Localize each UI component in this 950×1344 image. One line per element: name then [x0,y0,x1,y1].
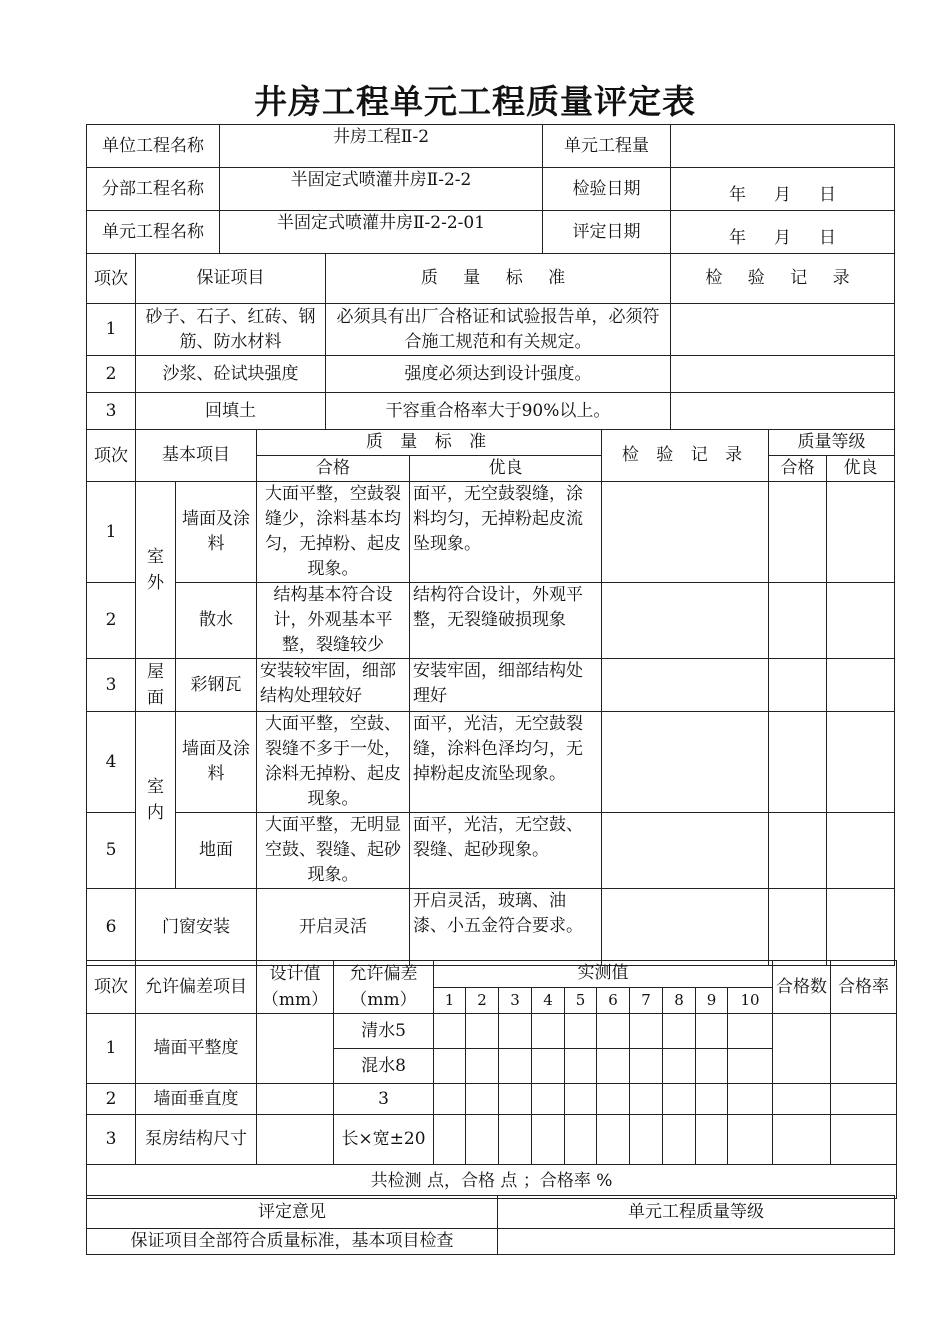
guarantee-standard: 强度必须达到设计强度。 [326,356,671,393]
basic-table [86,429,895,966]
table-row [87,659,895,712]
page-title: 井房工程单元工程质量评定表 [254,82,696,121]
tolerance-item: 墙面平整度 [136,1014,257,1084]
date-day: 日 [819,185,836,205]
measure-cell [532,1014,565,1049]
measure-cell [532,1049,565,1084]
col-pass-rate-header: 合格率 [831,961,897,1014]
element-quantity-value [671,125,895,168]
table-row [87,304,895,356]
measure-index: 5 [565,987,597,1014]
group-roof: 屋面 [136,659,176,712]
measure-cell [728,1014,773,1049]
measure-cell [499,1084,532,1115]
measure-cell [663,1014,696,1049]
table-row [87,1084,897,1115]
guarantee-table [86,253,895,430]
design-value-cell [257,1115,334,1165]
row-number: 3 [87,393,136,430]
col-grade-header: 质量等级 [769,430,895,456]
measure-cell [532,1115,565,1165]
guarantee-standard: 干容重合格率大于90%以上。 [326,393,671,430]
guarantee-standard: 必须具有出厂合格证和试验报告单，必须符合施工规范和有关规定。 [326,304,671,356]
col-grade-excellent-header: 优良 [827,456,895,482]
col-allowed-header: 允许偏差（mm） [334,961,434,1014]
measure-index: 9 [696,987,728,1014]
excellent-standard: 面平，光洁，无空鼓裂缝，涂料色泽均匀，无掉粉起皮流坠现象。 [410,712,602,813]
col-basic-item-header: 基本项目 [136,430,257,482]
col-excellent-header: 优良 [410,456,602,482]
grade-cell [769,659,827,712]
design-value-cell [257,1084,334,1115]
guarantee-record [671,393,895,430]
grade-cell [769,813,827,889]
measure-index: 10 [728,987,773,1014]
grade-cell [827,659,895,712]
grade-cell [769,712,827,813]
opinion-label: 评定意见 [87,1196,498,1229]
col-measured-header: 实测值 [434,961,773,988]
tolerance-item: 泵房结构尺寸 [136,1115,257,1165]
measure-cell [728,1115,773,1165]
date-day: 日 [819,228,836,248]
pass-rate-cell [831,1084,897,1115]
grade-value-cell [498,1229,895,1255]
row-number: 1 [87,482,136,583]
measure-cell [696,1049,728,1084]
allowed-value: 混水8 [334,1049,434,1084]
grade-cell [769,889,827,966]
pass-standard: 大面平整，无明显空鼓、裂缝、起砂现象。 [257,813,410,889]
summary-line: 共检测 点，合格 点 ；合格率 % [87,1165,897,1199]
measure-cell [728,1049,773,1084]
col-standard-header: 质 量 标 准 [257,430,602,456]
guarantee-record [671,356,895,393]
measure-cell [434,1049,466,1084]
col-record-header: 检 验 记 录 [671,254,895,304]
measure-index: 7 [630,987,663,1014]
evaluation-date-field [671,211,895,254]
measure-cell [630,1084,663,1115]
pass-standard: 大面平整，空鼓裂缝少，涂料基本均匀，无掉粉、起皮现象。 [257,482,410,583]
date-month: 月 [774,185,791,205]
tolerance-table [86,960,897,1199]
basic-item: 地面 [176,813,257,889]
row-number: 4 [87,712,136,813]
basic-item: 散水 [176,583,257,659]
pass-count-cell [773,1014,831,1084]
grade-label: 单元工程质量等级 [498,1196,895,1229]
pass-standard: 开启灵活 [257,889,410,966]
basic-item: 门窗安装 [136,889,257,966]
evaluation-date-label: 评定日期 [543,211,671,254]
header-table [86,124,895,254]
measure-cell [663,1115,696,1165]
col-pass-count-header: 合格数 [773,961,831,1014]
measure-index: 3 [499,987,532,1014]
pass-rate-cell [831,1115,897,1165]
excellent-standard: 面平，无空鼓裂缝，涂料均匀，无掉粉起皮流坠现象。 [410,482,602,583]
table-row [87,482,895,583]
opinion-text: 保证项目全部符合质量标准，基本项目检查 [87,1229,498,1255]
unit-project-value: 井房工程Ⅱ-2 [220,125,543,168]
division-value: 半固定式喷灌井房Ⅱ-2-2 [220,168,543,211]
record-cell [602,482,769,583]
measure-cell [466,1115,499,1165]
date-year: 年 [729,185,746,205]
measure-cell [565,1115,597,1165]
excellent-standard: 结构符合设计，外观平整，无裂缝破损现象 [410,583,602,659]
col-pass-header: 合格 [257,456,410,482]
measure-index: 8 [663,987,696,1014]
guarantee-item: 砂子、石子、红砖、钢筋、防水材料 [136,304,326,356]
grade-cell [827,813,895,889]
record-cell [602,813,769,889]
row-number: 2 [87,583,136,659]
table-row [87,889,895,966]
grade-cell [827,889,895,966]
measure-cell [532,1084,565,1115]
grade-cell [827,583,895,659]
footer-table [86,1195,895,1255]
measure-index: 6 [597,987,630,1014]
excellent-standard: 面平，光洁，无空鼓、裂缝、起砂现象。 [410,813,602,889]
grade-cell [769,583,827,659]
inspection-date-label: 检验日期 [543,168,671,211]
measure-index: 2 [466,987,499,1014]
pass-rate-cell [831,1014,897,1084]
grade-cell [827,712,895,813]
measure-cell [728,1084,773,1115]
measure-cell [630,1014,663,1049]
design-value-cell [257,1014,334,1084]
basic-item: 墙面及涂料 [176,712,257,813]
date-year: 年 [729,228,746,248]
row-number: 1 [87,304,136,356]
row-number: 3 [87,1115,136,1165]
basic-item: 墙面及涂料 [176,482,257,583]
group-indoor: 室内 [136,712,176,889]
measure-cell [499,1115,532,1165]
inspection-date-field [671,168,895,211]
row-number: 6 [87,889,136,966]
record-cell [602,583,769,659]
measure-cell [597,1084,630,1115]
allowed-value: 3 [334,1084,434,1115]
measure-cell [696,1084,728,1115]
measure-cell [630,1115,663,1165]
group-outdoor: 室外 [136,482,176,659]
pass-standard: 安装较牢固，细部结构处理较好 [257,659,410,712]
allowed-value: 长×宽±20 [334,1115,434,1165]
pass-count-cell [773,1084,831,1115]
col-no-header: 项次 [87,254,136,304]
measure-cell [466,1014,499,1049]
table-row [87,393,895,430]
measure-cell [466,1049,499,1084]
measure-cell [499,1014,532,1049]
unit-project-label: 单位工程名称 [87,125,220,168]
measure-cell [565,1084,597,1115]
table-row [87,356,895,393]
measure-cell [597,1014,630,1049]
row-number: 3 [87,659,136,712]
measure-cell [696,1115,728,1165]
tolerance-item: 墙面垂直度 [136,1084,257,1115]
measure-cell [565,1014,597,1049]
measure-cell [434,1014,466,1049]
pass-standard: 大面平整，空鼓、裂缝不多于一处，涂料无掉粉、起皮现象。 [257,712,410,813]
row-number: 2 [87,356,136,393]
col-standard-header: 质 量 标 准 [326,254,671,304]
record-cell [602,712,769,813]
measure-cell [663,1084,696,1115]
grade-cell [769,482,827,583]
element-name-value: 半固定式喷灌井房Ⅱ-2-2-01 [220,211,543,254]
guarantee-item: 回填土 [136,393,326,430]
table-row [87,1014,897,1049]
col-no-header: 项次 [87,430,136,482]
col-design-header: 设计值（mm） [257,961,334,1014]
guarantee-record [671,304,895,356]
allowed-value: 清水5 [334,1014,434,1049]
table-row [87,583,895,659]
record-cell [602,889,769,966]
row-number: 2 [87,1084,136,1115]
measure-index: 4 [532,987,565,1014]
measure-cell [565,1049,597,1084]
measure-cell [663,1049,696,1084]
division-label: 分部工程名称 [87,168,220,211]
col-tolerance-item-header: 允许偏差项目 [136,961,257,1014]
grade-cell [827,482,895,583]
col-grade-pass-header: 合格 [769,456,827,482]
col-no-header: 项次 [87,961,136,1014]
measure-index: 1 [434,987,466,1014]
measure-cell [696,1014,728,1049]
measure-cell [499,1049,532,1084]
row-number: 5 [87,813,136,889]
element-quantity-label: 单元工程量 [543,125,671,168]
table-row [87,1115,897,1165]
excellent-standard: 安装牢固，细部结构处理好 [410,659,602,712]
measure-cell [597,1115,630,1165]
excellent-standard: 开启灵活，玻璃、油漆、小五金符合要求。 [410,889,602,966]
measure-cell [434,1084,466,1115]
guarantee-item: 沙浆、砼试块强度 [136,356,326,393]
element-name-label: 单元工程名称 [87,211,220,254]
measure-cell [466,1084,499,1115]
table-row [87,712,895,813]
measure-cell [630,1049,663,1084]
pass-standard: 结构基本符合设计，外观基本平整，裂缝较少 [257,583,410,659]
basic-item: 彩钢瓦 [176,659,257,712]
date-month: 月 [774,228,791,248]
table-row [87,813,895,889]
col-guarantee-item-header: 保证项目 [136,254,326,304]
row-number: 1 [87,1014,136,1084]
col-record-header: 检 验 记 录 [602,430,769,482]
record-cell [602,659,769,712]
measure-cell [434,1115,466,1165]
measure-cell [597,1049,630,1084]
pass-count-cell [773,1115,831,1165]
